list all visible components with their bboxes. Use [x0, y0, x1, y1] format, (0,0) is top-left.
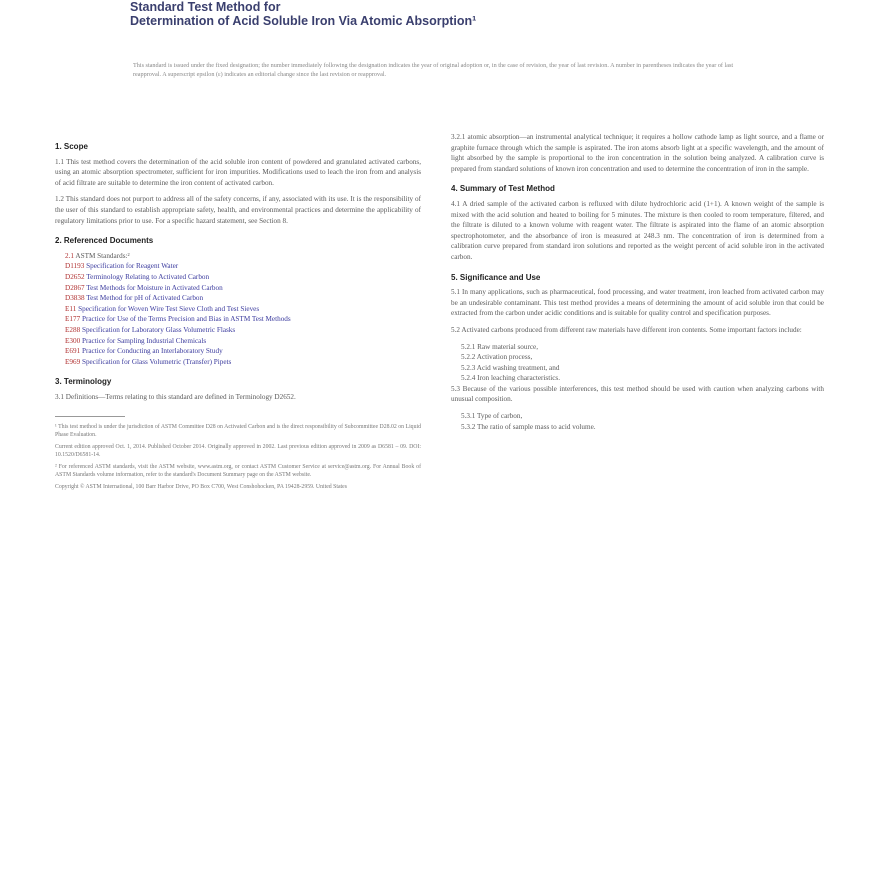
reference-title[interactable]: Practice for Use of the Terms Precision and Bias in ASTM Test Methods: [81, 315, 291, 324]
paragraph-4-1: 4.1 A dried sample of the activated carbon is refluxed with dilute hydrochloric acid (1+1). A known weight of the sample is mixed with the acid solution and heated to boiling for 5 minutes. The mixture is then cooled to room temperature, filtered, and the filtrate is diluted to a known volume with reagent water. The filtrate is aspirated into the flame of an atomic absorption spectrophotometer, and the absorbance of iron is measured at 248.3 nm. The concentration of iron is determined from a calibration curve prepared from standard iron solutions and reported as the weight percent of acid soluble iron in the activated carbon.: [451, 199, 824, 261]
reference-item[interactable]: [55, 357, 421, 368]
section-heading-summary: 4. Summary of Test Method: [451, 184, 555, 194]
list-item: 5.2.4 Iron leaching characteristics.: [461, 374, 560, 383]
reference-code[interactable]: D2867: [65, 283, 85, 292]
section-heading-referenced-documents: 2. Referenced Documents: [55, 236, 154, 246]
reference-title[interactable]: Specification for Reagent Water: [86, 262, 179, 271]
reference-list: [55, 251, 421, 368]
footnote: ¹ This test method is under the jurisdiction of ASTM Committee D28 on Activated Carbon and is the direct responsibility of Subcommittee D28.02 on Liquid Phase Evaluation.: [55, 424, 421, 439]
section-heading-significance: 5. Significance and Use: [451, 272, 541, 282]
reference-title: ASTM Standards:²: [75, 251, 130, 260]
designation-note: This standard is issued under the fixed designation; the number immediately following the designation indicates the year of original adoption or, in the case of revision, the year of last revision. A number in parentheses indicates the year of last reapproval. A superscript epsilon (ε) indicates an editorial change since the last revision or reapproval.: [133, 62, 734, 78]
paragraph-5-1: 5.1 In many applications, such as pharmaceutical, food processing, and water treatment, iron leached from activated carbon may be an undesirable contaminant. This test method provides a means of determining the amount of acid soluble iron that could be extracted from the carbon under acidic conditions and is suitable for quality control and specification purposes.: [451, 288, 824, 318]
reference-code[interactable]: D3838: [65, 294, 85, 303]
left-column: [55, 132, 421, 495]
footnote-divider: [55, 416, 125, 417]
reference-code[interactable]: E11: [65, 304, 77, 313]
reference-title[interactable]: Specification for Laboratory Glass Volumetric Flasks: [81, 325, 236, 334]
footnote: Copyright © ASTM International, 100 Barr Harbor Drive, PO Box C700, West Conshohocken, PA 19428-2959. United States: [55, 484, 347, 491]
reference-code[interactable]: E300: [65, 336, 81, 345]
reference-title[interactable]: Practice for Conducting an Interlaboratory Study: [81, 347, 223, 356]
reference-code[interactable]: E969: [65, 357, 81, 366]
reference-title[interactable]: Test Method for pH of Activated Carbon: [86, 294, 204, 303]
title-block: [130, 0, 750, 29]
section-heading-terminology: 3. Terminology: [55, 377, 112, 387]
paragraph-3-1: 3.1 Definitions—Terms relating to this standard are defined in Terminology D2652.: [55, 392, 296, 401]
list-item: 5.2.2 Activation process,: [461, 353, 533, 362]
paragraph-3-2-1: 3.2.1 atomic absorption—an instrumental analytical technique; it requires a hollow cathode lamp as light source, and a flame or graphite furnace through which the sample is aspirated. The iron atoms absorb light at a specific wavelength, and the amount of light absorbed by the sample is proportional to the iron concentration in the solution being analyzed. A calibration curve is prepared from standard solutions of known iron concentration and used to determine the concentration of iron in the sample.: [451, 133, 824, 173]
reference-item[interactable]: [55, 304, 421, 315]
footnote: ² For referenced ASTM standards, visit the ASTM website, www.astm.org, or contact ASTM Customer Service at service@astm.org. For Annual Book of ASTM Standards volume information, refer to the standard's Document Summary page on the ASTM website.: [55, 464, 421, 479]
reference-item[interactable]: [55, 314, 421, 325]
list-item: 5.2.3 Acid washing treatment, and: [461, 363, 560, 372]
paragraph-5-2: 5.2 Activated carbons produced from different raw materials have different iron contents. Some important factors include:: [451, 325, 802, 334]
reference-item[interactable]: [55, 283, 421, 294]
reference-item[interactable]: [55, 293, 421, 304]
paragraph-1-1: 1.1 This test method covers the determination of the acid soluble iron content of powdered and granulated activated carbons, using an atomic absorption spectrometer, sufficient for iron impurities. Modifications used to leach the iron from and analysis of acid filtrate are suitable to determine the iron content of activated carbon.: [55, 157, 421, 187]
reference-title[interactable]: Terminology Relating to Activated Carbon: [86, 272, 210, 281]
reference-code[interactable]: D1193: [65, 262, 85, 271]
reference-title[interactable]: Specification for Woven Wire Test Sieve Cloth and Test Sieves: [78, 304, 260, 313]
reference-item[interactable]: [55, 325, 421, 336]
reference-item: [55, 251, 421, 262]
reference-code[interactable]: E177: [65, 315, 81, 324]
reference-title[interactable]: Specification for Glass Volumetric (Transfer) Pipets: [81, 357, 232, 366]
reference-title[interactable]: Test Methods for Moisture in Activated Carbon: [86, 283, 223, 292]
list-item: 5.2.1 Raw material source,: [461, 342, 539, 351]
reference-item[interactable]: [55, 336, 421, 347]
reference-code[interactable]: E691: [65, 347, 81, 356]
reference-code: 2.1: [65, 251, 74, 260]
title-line-2: Determination of Acid Soluble Iron Via Atomic Absorption¹: [130, 14, 477, 28]
reference-item[interactable]: [55, 261, 421, 272]
paragraph-5-3: 5.3 Because of the various possible interferences, this test method should be used with caution when analyzing carbons with unusual composition.: [451, 384, 824, 404]
right-column: [451, 132, 824, 432]
section-heading-scope: 1. Scope: [55, 142, 88, 151]
reference-item[interactable]: [55, 346, 421, 357]
footnote: Current edition approved Oct. 1, 2014. Published October 2014. Originally approved in 2002. Last previous edition approved in 2009 as D6581 – 09. DOI: 10.1520/D6581-14.: [55, 444, 421, 459]
list-item: 5.3.1 Type of carbon,: [461, 412, 523, 421]
reference-code[interactable]: E288: [65, 325, 81, 334]
reference-item[interactable]: [55, 272, 421, 283]
title-line-1: Standard Test Method for: [130, 0, 281, 14]
paragraph-1-2: 1.2 This standard does not purport to address all of the safety concerns, if any, associated with its use. It is the responsibility of the user of this standard to establish appropriate safety, health, and environmental practices and determine the applicability of regulatory limitations prior to use. For a specific hazard statement, see Section 8.: [55, 195, 421, 225]
reference-title[interactable]: Practice for Sampling Industrial Chemicals: [81, 336, 207, 345]
reference-code[interactable]: D2652: [65, 272, 85, 281]
list-item: 5.3.2 The ratio of sample mass to acid volume.: [461, 422, 596, 431]
